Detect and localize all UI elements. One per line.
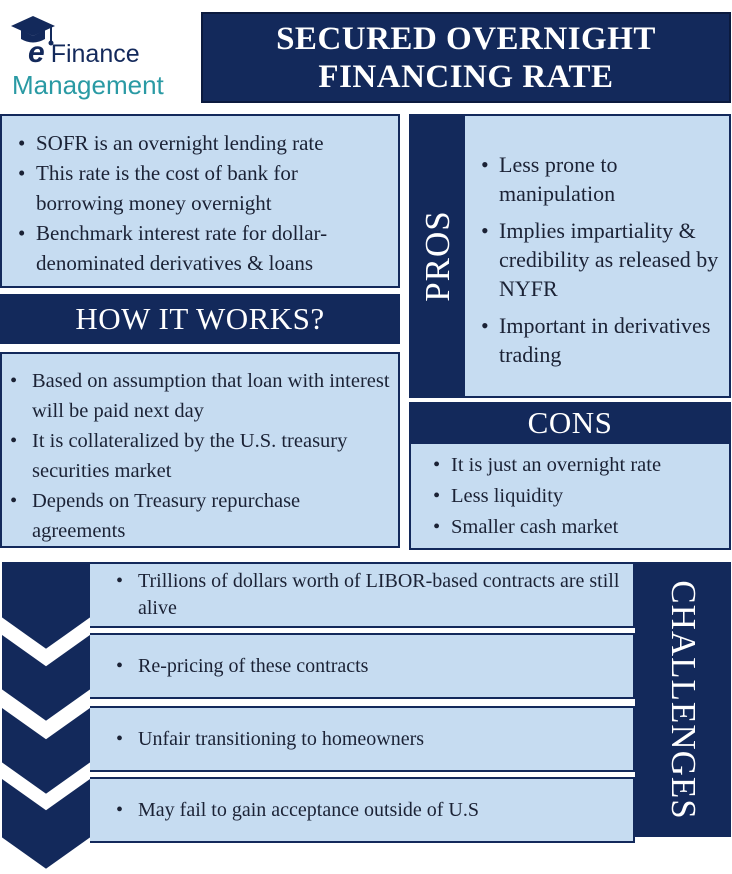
challenges-chevrons: [0, 560, 92, 874]
logo-line-1: [28, 36, 140, 70]
cons-point: • It is just an overnight rate: [431, 450, 723, 481]
challenge-point: • Re-pricing of these contracts: [114, 653, 368, 680]
pros-point: • Implies impartiality & credibility as released by NYFR: [479, 216, 727, 303]
cons-point: • Less liquidity: [431, 481, 723, 512]
logo: [4, 14, 194, 104]
definition-point: • SOFR is an overnight lending rate: [16, 128, 390, 158]
cons-point: • Smaller cash market: [431, 512, 723, 543]
how-it-works-point: • It is collateralized by the U.S. treasury securities market: [8, 426, 392, 486]
pros-heading: PROS: [418, 210, 457, 302]
how-it-works-point: • Based on assumption that loan with interest will be paid next day: [8, 366, 392, 426]
logo-management: Management: [12, 70, 164, 100]
challenge-item: [90, 633, 635, 699]
how-it-works-heading: HOW IT WORKS?: [0, 294, 400, 344]
logo-finance: Finance: [50, 40, 140, 68]
page-title: [201, 12, 731, 103]
challenge-point: • Trillions of dollars worth of LIBOR-based contracts are still alive: [114, 568, 633, 622]
challenge-point: • May fail to gain acceptance outside of U.S: [114, 797, 479, 824]
definition-point: • This rate is the cost of bank for borrowing money overnight: [16, 158, 390, 218]
how-it-works-box: [0, 352, 400, 548]
title-line-1: SECURED OVERNIGHT: [276, 20, 656, 57]
cons-heading: CONS: [409, 402, 731, 444]
title-line-2: FINANCING RATE: [318, 58, 614, 95]
definition-point: • Benchmark interest rate for dollar-denominated derivatives & loans: [16, 218, 390, 278]
pros-box: [409, 114, 731, 398]
challenge-point: • Unfair transitioning to homeowners: [114, 726, 424, 753]
pros-point: • Less prone to manipulation: [479, 150, 727, 208]
challenges-heading: CHALLENGES: [664, 579, 703, 820]
chevron-down-icon: [1, 561, 91, 870]
challenges-heading-bar: [635, 562, 731, 837]
challenge-item: [90, 706, 635, 772]
pros-list: [479, 150, 727, 377]
pros-heading-bar: [411, 116, 465, 396]
cons-box: [409, 444, 731, 550]
how-it-works-point: • Depends on Treasury repurchase agreements: [8, 486, 392, 546]
challenge-item: [90, 562, 635, 628]
pros-point: • Important in derivatives trading: [479, 311, 727, 369]
challenge-item: [90, 777, 635, 843]
definition-box: [0, 114, 400, 288]
logo-e: e: [28, 36, 45, 69]
